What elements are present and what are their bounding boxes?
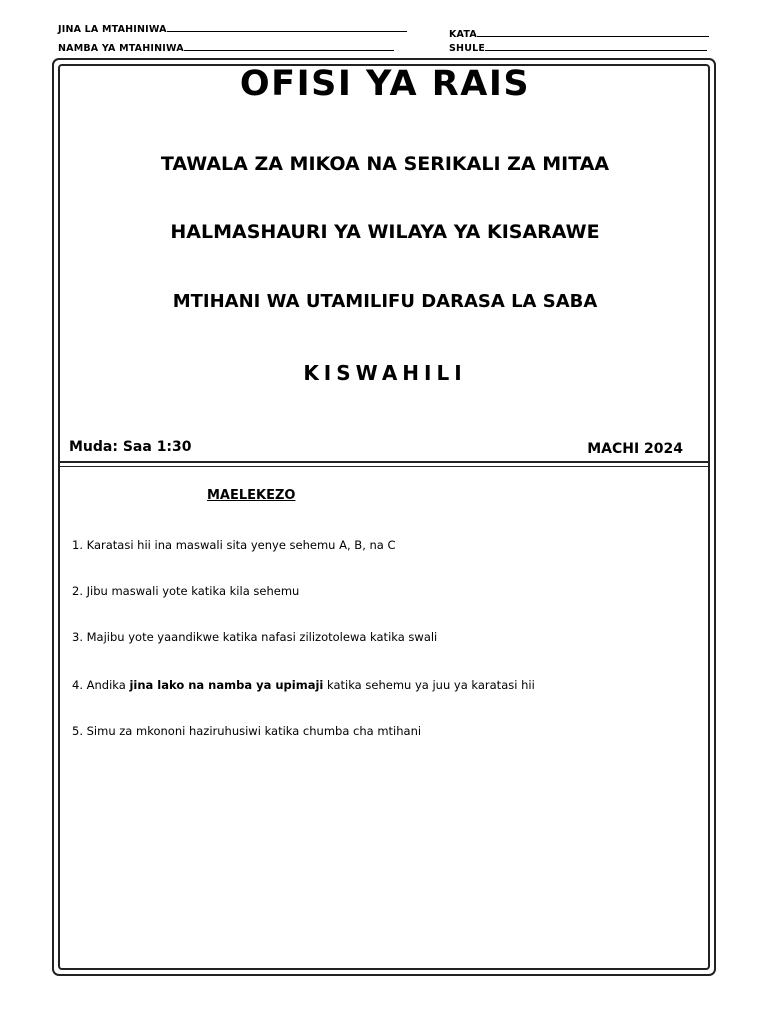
instruction-item: 5. Simu za mkononi haziruhusiwi katika chumba cha mtihani <box>72 724 422 738</box>
candidate-name-label: JINA LA MTAHINIWA <box>58 24 167 35</box>
exam-duration: Muda: Saa 1:30 <box>69 439 192 455</box>
instruction-emphasis: jina lako na namba ya upimaji <box>129 678 324 692</box>
candidate-number-label: NAMBA YA MTAHINIWA <box>58 43 184 54</box>
exam-name: MTIHANI WA UTAMILIFU DARASA LA SABA <box>172 291 598 312</box>
ministry-line: TAWALA ZA MIKOA NA SERIKALI ZA MITAA <box>160 153 610 175</box>
divider-thick <box>60 461 710 463</box>
ward-line[interactable] <box>477 27 709 37</box>
page-title: OFISI YA RAIS <box>239 64 531 104</box>
page-border-inner <box>58 64 710 970</box>
instructions-heading: MAELEKEZO <box>207 488 296 503</box>
school-field[interactable] <box>449 41 707 54</box>
exam-date: MACHI 2024 <box>587 441 683 457</box>
instruction-text: katika sehemu ya juu ya karatasi hii <box>323 678 535 692</box>
school-line[interactable] <box>485 41 707 51</box>
instruction-text: 4. Andika <box>72 678 130 692</box>
council-line: HALMASHAURI YA WILAYA YA KISARAWE <box>170 221 600 243</box>
candidate-number-field[interactable] <box>58 41 394 54</box>
ward-field[interactable] <box>449 27 709 40</box>
ward-label: KATA <box>449 29 477 40</box>
instruction-item <box>72 678 535 692</box>
candidate-name-line[interactable] <box>167 22 407 32</box>
candidate-name-field[interactable] <box>58 22 407 35</box>
instruction-item: 3. Majibu yote yaandikwe katika nafasi zilizotolewa katika swali <box>72 630 438 644</box>
divider-thin <box>60 466 710 467</box>
instruction-item: 1. Karatasi hii ina maswali sita yenye sehemu A, B, na C <box>72 538 396 552</box>
instruction-item: 2. Jibu maswali yote katika kila sehemu <box>72 584 300 598</box>
candidate-number-line[interactable] <box>184 41 394 51</box>
school-label: SHULE <box>449 43 486 54</box>
subject-title: KISWAHILI <box>303 361 467 385</box>
